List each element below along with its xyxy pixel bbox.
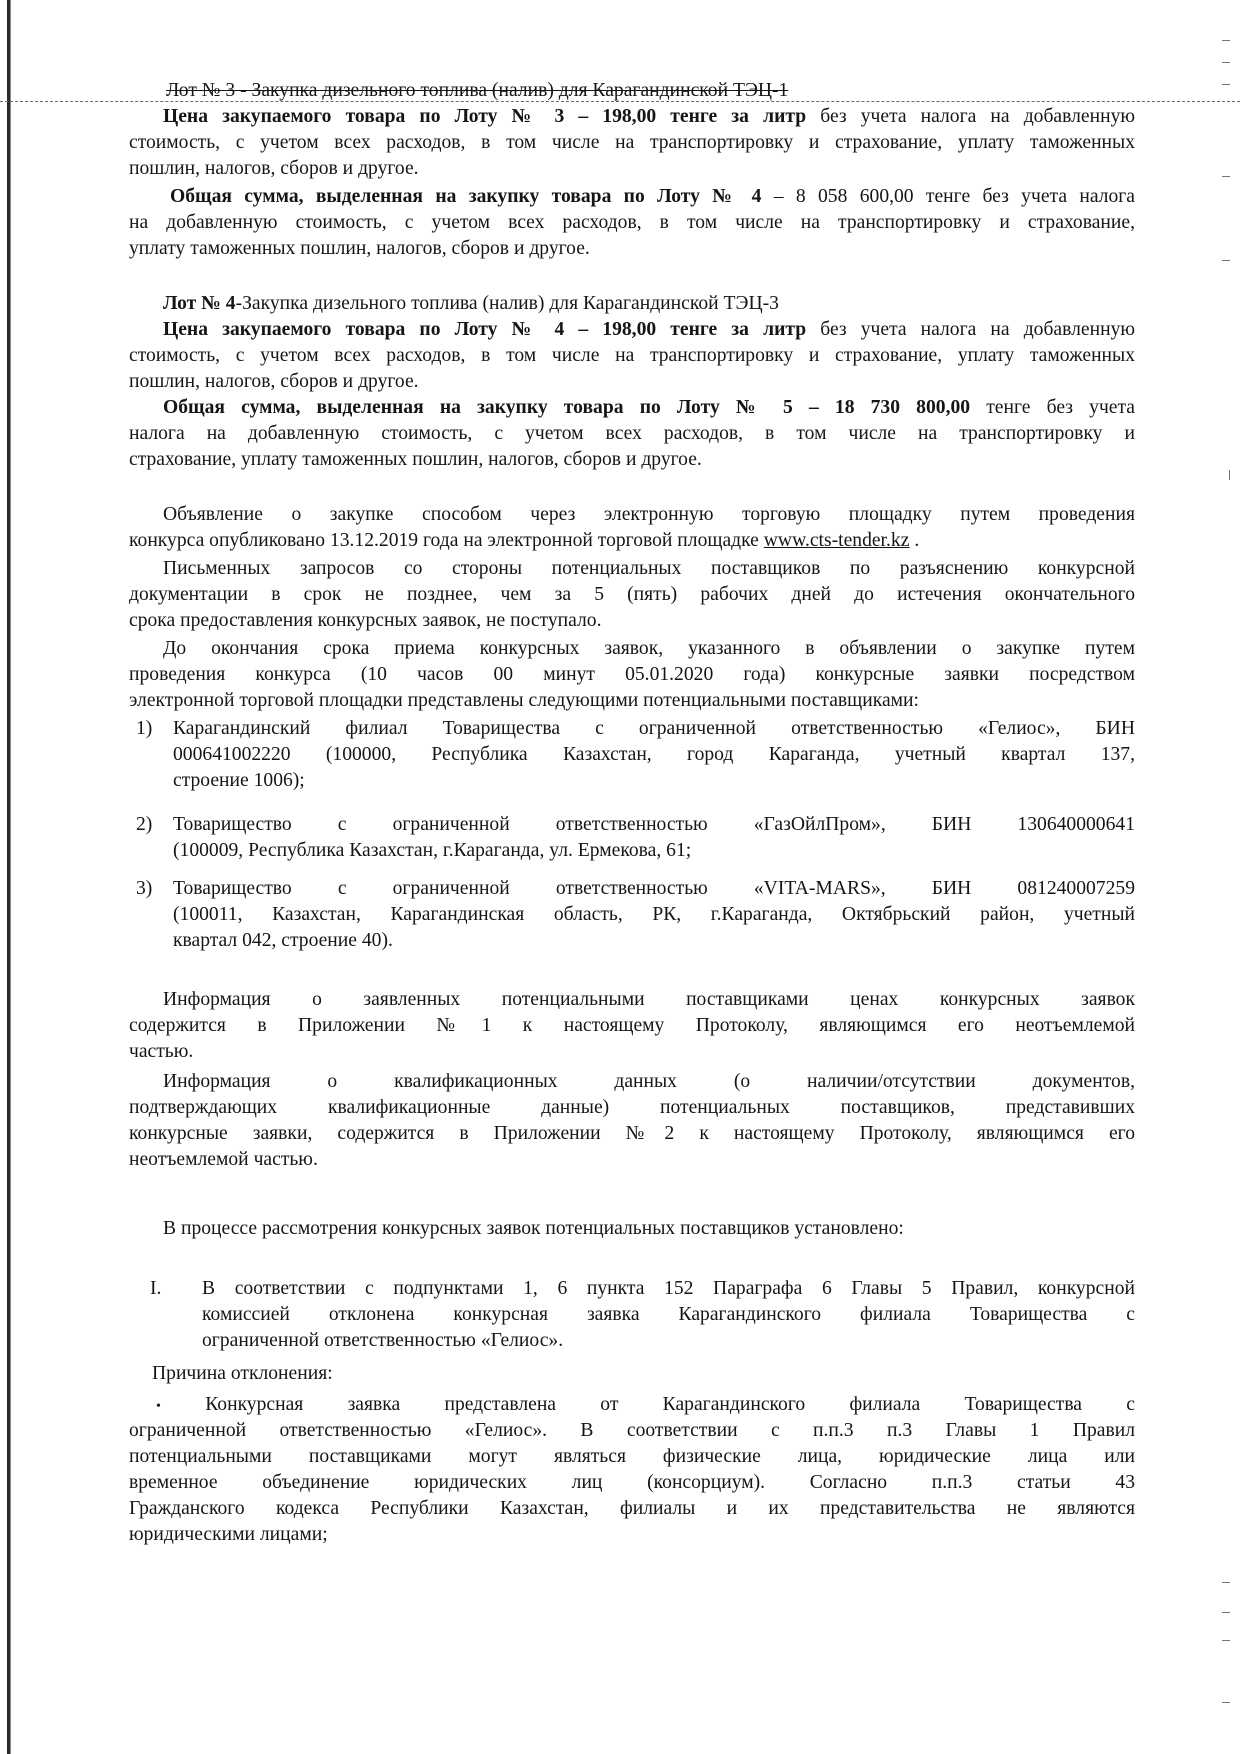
lot3-price-line1: Цена закупаемого товара по Лоту № 3 – 198,00 тенге за литр без учета налога на добавленную — [163, 106, 1136, 127]
reason-label: Причина отклонения: — [152, 1363, 333, 1384]
established-paragraph: В процессе рассмотрения конкурсных заявок потенциальных поставщиков установлено: — [163, 1218, 904, 1239]
cts-tender-link[interactable]: www.cts-tender.kz — [763, 530, 910, 551]
scan-margin-tick — [1222, 84, 1230, 85]
supplier1-line3: строение 1006); — [173, 770, 305, 791]
lot3-price-line3: пошлин, налогов, сборов и другое. — [129, 158, 419, 179]
lot3-total-line3: уплату таможенных пошлин, налогов, сборов и другое. — [129, 238, 590, 259]
reason-line6: юридическими лицами; — [129, 1524, 328, 1545]
lot4-price-line3: пошлин, налогов, сборов и другое. — [129, 371, 419, 392]
supplier3-line3: квартал 042, строение 40). — [173, 930, 393, 951]
section1-line1: В соответствии с подпунктами 1, 6 пункта 152 Параграфа 6 Главы 5 Правил, конкурсной — [202, 1278, 1135, 1299]
scan-margin-tick — [1222, 62, 1230, 63]
lot4-heading: Лот № 4-Закупка дизельного топлива (налив) для Карагандинской ТЭЦ-3 — [163, 293, 779, 314]
announcement-line2: конкурса опубликовано 13.12.2019 года на электронной торговой площадке www.cts-tender.kz . — [129, 530, 920, 551]
reason-line3: потенциальными поставщиками могут являться физические лица, юридические лица или — [129, 1446, 1135, 1467]
supplier1-line2: 000641002220 (100000, Республика Казахстан, город Караганда, учетный квартал 137, — [173, 744, 1135, 765]
list-item-number: 3) — [136, 878, 153, 899]
supplier2-line1: Товарищество с ограниченной ответственностью «ГазОйлПром», БИН 130640000641 — [173, 814, 1135, 835]
section1-line3: ограниченной ответственностью «Гелиос». — [202, 1330, 564, 1351]
appendix2-line2: подтверждающих квалификационные данные) потенциальных поставщиков, представивших — [129, 1097, 1135, 1118]
deadline-line2: проведения конкурса (10 часов 00 минут 05.01.2020 года) конкурсные заявки посредством — [129, 664, 1135, 685]
section1-line2: комиссией отклонена конкурсная заявка Карагандинского филиала Товарищества с — [202, 1304, 1135, 1325]
scan-margin-tick — [1222, 1612, 1230, 1613]
scan-edge-shadow — [10, 0, 11, 1754]
lot4-total-line2: налога на добавленную стоимость, с учетом всех расходов, в том числе на транспортировку и — [129, 423, 1135, 444]
reason-line5: Гражданского кодекса Республики Казахстан, филиалы и их представительства не являются — [129, 1498, 1135, 1519]
lot4-total-line3: страхование, уплату таможенных пошлин, налогов, сборов и другое. — [129, 449, 702, 470]
scan-margin-tick — [1229, 470, 1230, 480]
scan-margin-tick — [1222, 176, 1230, 177]
requests-line3: срока предоставления конкурсных заявок, не поступало. — [129, 610, 602, 631]
deadline-line3: электронной торговой площадки представлены следующими потенциальными поставщиками: — [129, 690, 919, 711]
appendix1-line1: Информация о заявленных потенциальными поставщиками ценах конкурсных заявок — [163, 989, 1135, 1010]
scan-margin-tick — [1222, 1640, 1230, 1641]
appendix2-line3: конкурсные заявки, содержится в Приложении №2 к настоящему Протоколу, являющимся его — [129, 1123, 1135, 1144]
supplier1-line1: Карагандинский филиал Товарищества с ограниченной ответственностью «Гелиос», БИН — [173, 718, 1135, 739]
lot3-price-line2: стоимость, с учетом всех расходов, в том числе на транспортировку и страхование, уплату таможенных — [129, 132, 1135, 153]
lot3-total-line2: на добавленную стоимость, с учетом всех расходов, в том числе на транспортировку и страхование, — [129, 212, 1135, 233]
supplier2-line2: (100009, Республика Казахстан, г.Караганда, ул. Ермекова, 61; — [173, 840, 692, 861]
bullet-icon: • — [156, 1399, 161, 1414]
deadline-line1: До окончания срока приема конкурсных заявок, указанного в объявлении о закупке путем — [163, 638, 1135, 659]
scan-margin-tick — [1222, 1582, 1230, 1583]
appendix1-line3: частью. — [129, 1041, 194, 1062]
scan-margin-tick — [1222, 260, 1230, 261]
lot3-total-line1: Общая сумма, выделенная на закупку товара по Лоту № 4 – 8 058 600,00 тенге без учета налога — [170, 186, 1135, 207]
announcement-line1: Объявление о закупке способом через электронную торговую площадку путем проведения — [163, 504, 1135, 525]
scan-margin-tick — [1222, 1702, 1230, 1703]
lot4-price-line1: Цена закупаемого товара по Лоту № 4 – 198,00 тенге за литр без учета налога на добавленную — [163, 319, 1136, 340]
section-numeral: I. — [150, 1278, 162, 1299]
list-item-number: 1) — [136, 718, 153, 739]
requests-line1: Письменных запросов со стороны потенциальных поставщиков по разъяснению конкурсной — [163, 558, 1135, 579]
lot3-heading: Лот № 3 - Закупка дизельного топлива (налив) для Карагандинской ТЭЦ-1 — [166, 80, 789, 101]
reason-line4: временное объединение юридических лиц (консорциум). Согласно п.п.3 статьи 43 — [129, 1472, 1135, 1493]
appendix1-line2: содержится в Приложении №1 к настоящему Протоколу, являющимся его неотъемлемой — [129, 1015, 1135, 1036]
lot4-price-line2: стоимость, с учетом всех расходов, в том числе на транспортировку и страхование, уплату таможенных — [129, 345, 1135, 366]
appendix2-line4: неотъемлемой частью. — [129, 1149, 318, 1170]
lot4-total-line1: Общая сумма, выделенная на закупку товара по Лоту № 5 – 18 730 800,00 тенге без учета — [163, 397, 1135, 418]
list-item-number: 2) — [136, 814, 153, 835]
reason-line1: • Конкурсная заявка представлена от Карагандинского филиала Товарищества с — [156, 1394, 1135, 1415]
reason-line2: ограниченной ответственностью «Гелиос». В соответствии с п.п.3 п.3 Главы 1 Правил — [129, 1420, 1135, 1441]
appendix2-line1: Информация о квалификационных данных (о наличии/отсутствии документов, — [163, 1071, 1135, 1092]
scan-margin-tick — [1222, 40, 1230, 41]
supplier3-line1: Товарищество с ограниченной ответственностью «VITA-MARS», БИН 081240007259 — [173, 878, 1135, 899]
supplier3-line2: (100011, Казахстан, Карагандинская область, РК, г.Караганда, Октябрьский район, учетный — [173, 904, 1135, 925]
requests-line2: документации в срок не позднее, чем за 5 (пять) рабочих дней до истечения окончательного — [129, 584, 1135, 605]
